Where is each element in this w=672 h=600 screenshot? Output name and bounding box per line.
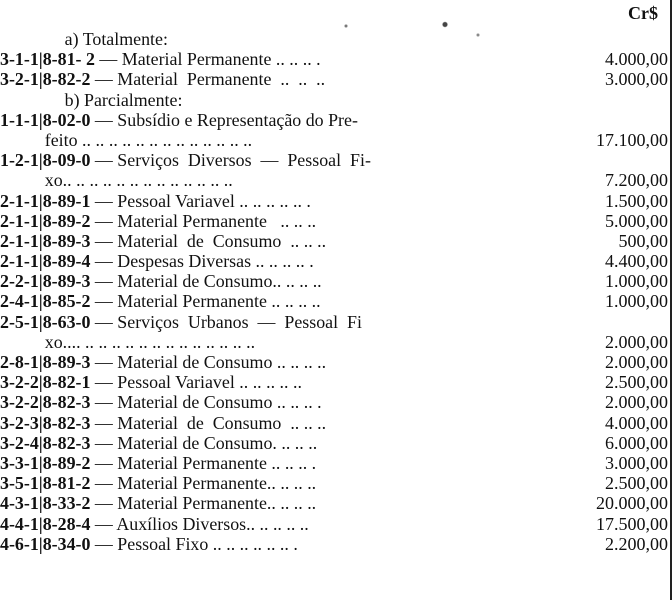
entry-code: 2-8-1|8-89-3 (0, 352, 91, 372)
entry-code: 2-4-1|8-85-2 (0, 291, 91, 312)
entry-row (0, 251, 670, 271)
entry-row (0, 191, 670, 211)
section-heading-row (0, 29, 670, 49)
entry-amount: 5.000,00 (605, 210, 668, 231)
entry-row (0, 150, 670, 170)
entry-code: 2-2-1|8-89-3 (0, 271, 91, 292)
entry-amount: 3.000,00 (605, 452, 668, 473)
entry-code: 3-2-2|8-82-3 (0, 392, 91, 413)
entry-description: — Pessoal Fixo .. .. .. .. .. .. . (90, 533, 298, 554)
entry-description: — Material Permanente.. .. .. .. (90, 493, 317, 514)
entry-amount: 2.500,00 (605, 372, 668, 393)
entry-amount: 20.000,00 (596, 493, 668, 514)
entry-amount: 1.000,00 (605, 271, 668, 292)
entry-continuation-row (0, 170, 670, 190)
entry-amount (545, 110, 670, 130)
entry-amount: 6.000,00 (605, 432, 668, 453)
entry-amount: 2.000,00 (605, 392, 668, 413)
entry-row (0, 433, 670, 453)
entry-row (0, 291, 670, 311)
entry-description: — Material Permanente .. .. .. . (94, 49, 321, 70)
entry-amount: 2.500,00 (605, 473, 668, 494)
entry-row (0, 372, 670, 392)
appropriation-list (0, 29, 670, 554)
entry-description: — Serviços Urbanos — Pessoal Fi (90, 311, 362, 332)
entry-code: 1-1-1|8-02-0 (0, 109, 91, 130)
entry-amount: 17.100,00 (596, 129, 668, 150)
entry-code: 2-1-1|8-89-2 (0, 210, 91, 231)
entry-code: 2-5-1|8-63-0 (0, 311, 91, 332)
entry-amount: 4.000,00 (605, 412, 668, 433)
entry-amount (545, 150, 670, 170)
section-heading-row (0, 90, 670, 110)
entry-code: 3-1-1|8-81- 2 (0, 49, 95, 70)
entry-code: 4-6-1|8-34-0 (0, 533, 91, 554)
entry-description: — Material Permanente .. .. .. (90, 210, 317, 231)
entry-amount: 3.000,00 (605, 69, 668, 90)
entry-code: 3-5-1|8-81-2 (0, 473, 91, 494)
entry-row (0, 231, 670, 251)
entry-row (0, 413, 670, 433)
entry-amount (545, 29, 670, 49)
entry-amount: 1.000,00 (605, 291, 668, 312)
entry-row (0, 493, 670, 513)
entry-code: 3-2-1|8-82-2 (0, 69, 91, 90)
entry-description: — Material Permanente .. .. .. . (90, 452, 317, 473)
entry-amount: 17.500,00 (596, 513, 668, 534)
entry-code: 4-4-1|8-28-4 (0, 513, 91, 534)
entry-description: — Material de Consumo .. .. .. (90, 230, 327, 251)
entry-code: 3-2-3|8-82-3 (0, 412, 91, 433)
entry-amount: 1.500,00 (605, 190, 668, 211)
entry-amount: 7.200,00 (605, 170, 668, 191)
entry-code: 3-2-4|8-82-3 (0, 432, 91, 453)
entry-amount: 2.200,00 (605, 533, 668, 554)
entry-code: 2-1-1|8-89-1 (0, 190, 91, 211)
entry-row (0, 110, 670, 130)
entry-description: — Material Permanente .. .. .. (90, 69, 326, 90)
entry-code: 2-1-1|8-89-4 (0, 251, 91, 272)
entry-description: — Pessoal Variavel .. .. .. .. .. . (90, 190, 311, 211)
entry-row (0, 534, 670, 554)
entry-code: 2-1-1|8-89-3 (0, 230, 91, 251)
entry-description: — Material de Consumo .. .. .. .. (90, 352, 327, 372)
entry-row (0, 392, 670, 412)
entry-amount: 500,00 (618, 230, 668, 251)
entry-row (0, 49, 670, 69)
entry-description: — Material de Consumo .. .. .. (90, 412, 327, 433)
entry-row (0, 453, 670, 473)
entry-description: — Subsídio e Representação do Pre- (90, 109, 358, 130)
entry-description: — Material de Consumo .. .. .. . (90, 392, 322, 413)
entry-description: — Material Permanente .. .. .. .. (90, 291, 321, 312)
entry-amount (545, 90, 670, 110)
entry-code: 4-3-1|8-33-2 (0, 493, 91, 514)
entry-continuation-row (0, 130, 670, 150)
entry-row (0, 69, 670, 89)
entry-row (0, 271, 670, 291)
entry-row (0, 312, 670, 332)
entry-row (0, 211, 670, 231)
currency-header: Cr$ (628, 3, 658, 23)
entry-amount: 4.400,00 (605, 251, 668, 272)
entry-code: 3-3-1|8-89-2 (0, 452, 91, 473)
entry-amount (545, 312, 670, 332)
entry-description: — Auxílios Diversos.. .. .. .. .. (90, 513, 309, 534)
entry-continuation: feito .. .. .. .. .. .. .. .. .. .. .. .. .. (44, 129, 253, 150)
entry-description: — Despesas Diversas .. .. .. .. . (90, 251, 314, 272)
entry-row (0, 473, 670, 493)
entry-continuation: xo.... .. .. .. .. .. .. .. .. .. .. .. .. .. (44, 331, 256, 352)
section-heading: b) Parcialmente: (64, 89, 183, 110)
entry-code: 3-2-2|8-82-1 (0, 372, 91, 393)
entry-row (0, 352, 670, 372)
entry-continuation-row (0, 332, 670, 352)
entry-amount: 2.000,00 (605, 352, 668, 372)
entry-description: — Material de Consumo. .. .. .. (90, 432, 318, 453)
entry-row (0, 514, 670, 534)
entry-amount: 4.000,00 (605, 49, 668, 70)
entry-description: — Pessoal Variavel .. .. .. .. .. (90, 372, 302, 393)
entry-description: — Material Permanente.. .. .. .. (90, 473, 317, 494)
entry-continuation: xo.. .. .. .. .. .. .. .. .. .. .. .. .. (44, 170, 233, 191)
entry-amount: 2.000,00 (605, 331, 668, 352)
entry-description: — Material de Consumo.. .. .. .. (90, 271, 322, 292)
entry-code: 1-2-1|8-09-0 (0, 150, 91, 171)
section-heading: a) Totalmente: (64, 29, 168, 49)
entry-description: — Serviços Diversos — Pessoal Fi- (90, 150, 371, 171)
